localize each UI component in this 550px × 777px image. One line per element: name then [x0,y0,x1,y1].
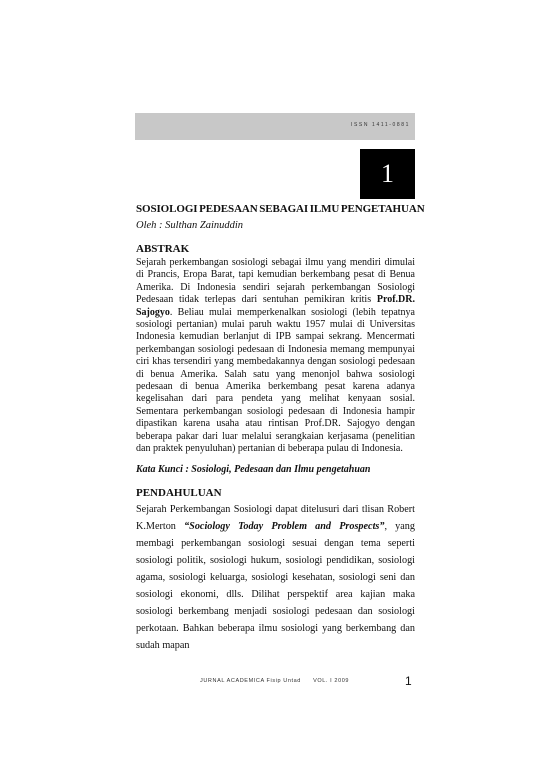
intro-paragraph [136,501,415,654]
chapter-number: 1 [381,159,394,188]
abstract-paragraph [136,257,415,456]
intro-heading: PENDAHULUAN [136,486,222,499]
footer-volume: VOL. I 2009 [313,678,350,684]
article-title: SOSIOLOGI PEDESAAN SEBAGAI ILMU PENGETAHUAN [136,203,425,215]
intro-text-a: Sejarah Perkembangan Sosiologi dapat ditelusuri dari tlisan Robert K.Merton [136,503,415,532]
abstract-bold-name: Prof.DR. Sajogyo [136,294,415,318]
footer-journal: JURNAL ACADEMICA Fisip Untad [200,678,301,684]
chapter-number-box [360,149,415,199]
abstract-text-a: Sejarah perkembangan sosiologi sebagai ilmu yang mendiri dimulai di Prancis, Eropa Barat, tapi kemudian berkembang pesat di Benua Amerika. Di Indonesia sendiri sejarah perkembangan Sosiologi Pedesaan tidak terlepas dari sentuhan pemikiran kritis [136,257,415,306]
page-number: 1 [405,674,412,688]
intro-book-title: “Sociology Today Problem and Prospects” [184,520,385,532]
issn-label: ISSN 1411-0881 [351,122,410,128]
page-footer [200,678,359,684]
header-band [135,113,415,140]
abstract-heading: ABSTRAK [136,243,190,255]
keywords: Kata Kunci : Sosiologi, Pedesaan dan Ilmu pengetahuan [136,463,371,475]
article-body [136,203,425,654]
article-author: Oleh : Sulthan Zainuddin [136,220,244,231]
intro-text-b: , yang membagi perkembangan sosiologi sesuai dengan tema seperti sosiologi politik, sosiologi hukum, sosiologi pendidikan, sosiologi agama, sosiologi keluarga, sosiologi kesehatan, sosiologi seni dan sosiologi ekonomi, dlls. Dilihat perspektif area kajian maka sosiologi berkembang menjadi sosiologi pedesaan dan sosiologi perkotaan. Bahkan beberapa ilmu sosiologi yang berkembang dan sudah mapan [136,520,415,651]
abstract-text-b: . Beliau mulai memperkenalkan sosiologi (lebih tepatnya sosiologi pertanian) mulai paruh waktu 1957 mulai di Universitas Indonesia kemudian berlanjut di IPB sampai sekrang. Mencermati perkembangan sosiologi pedesaan di Indonesia memang mempunyai ciri khas tersendiri yang membedakannya dengan sosiologi pedesaan di benua Amerika. Salah satu yang menonjol bahwa sosiologi pedesaan di benua Amerika berkembang pesat karena adanya kegelisahan dari para pendeta yang melihat kenyaan sosial. Sementara perkembangan sosiologi pedesaan di Indonesia hampir dipastikan karena usaha atau rintisan Prof.DR. Sajogyo dengan beberapa pakar dari luar melalui serangkaian kerjasama (penelitian dan praktek penyuluhan) pertanian di beberapa pulau di Indonesia. [136,306,415,455]
